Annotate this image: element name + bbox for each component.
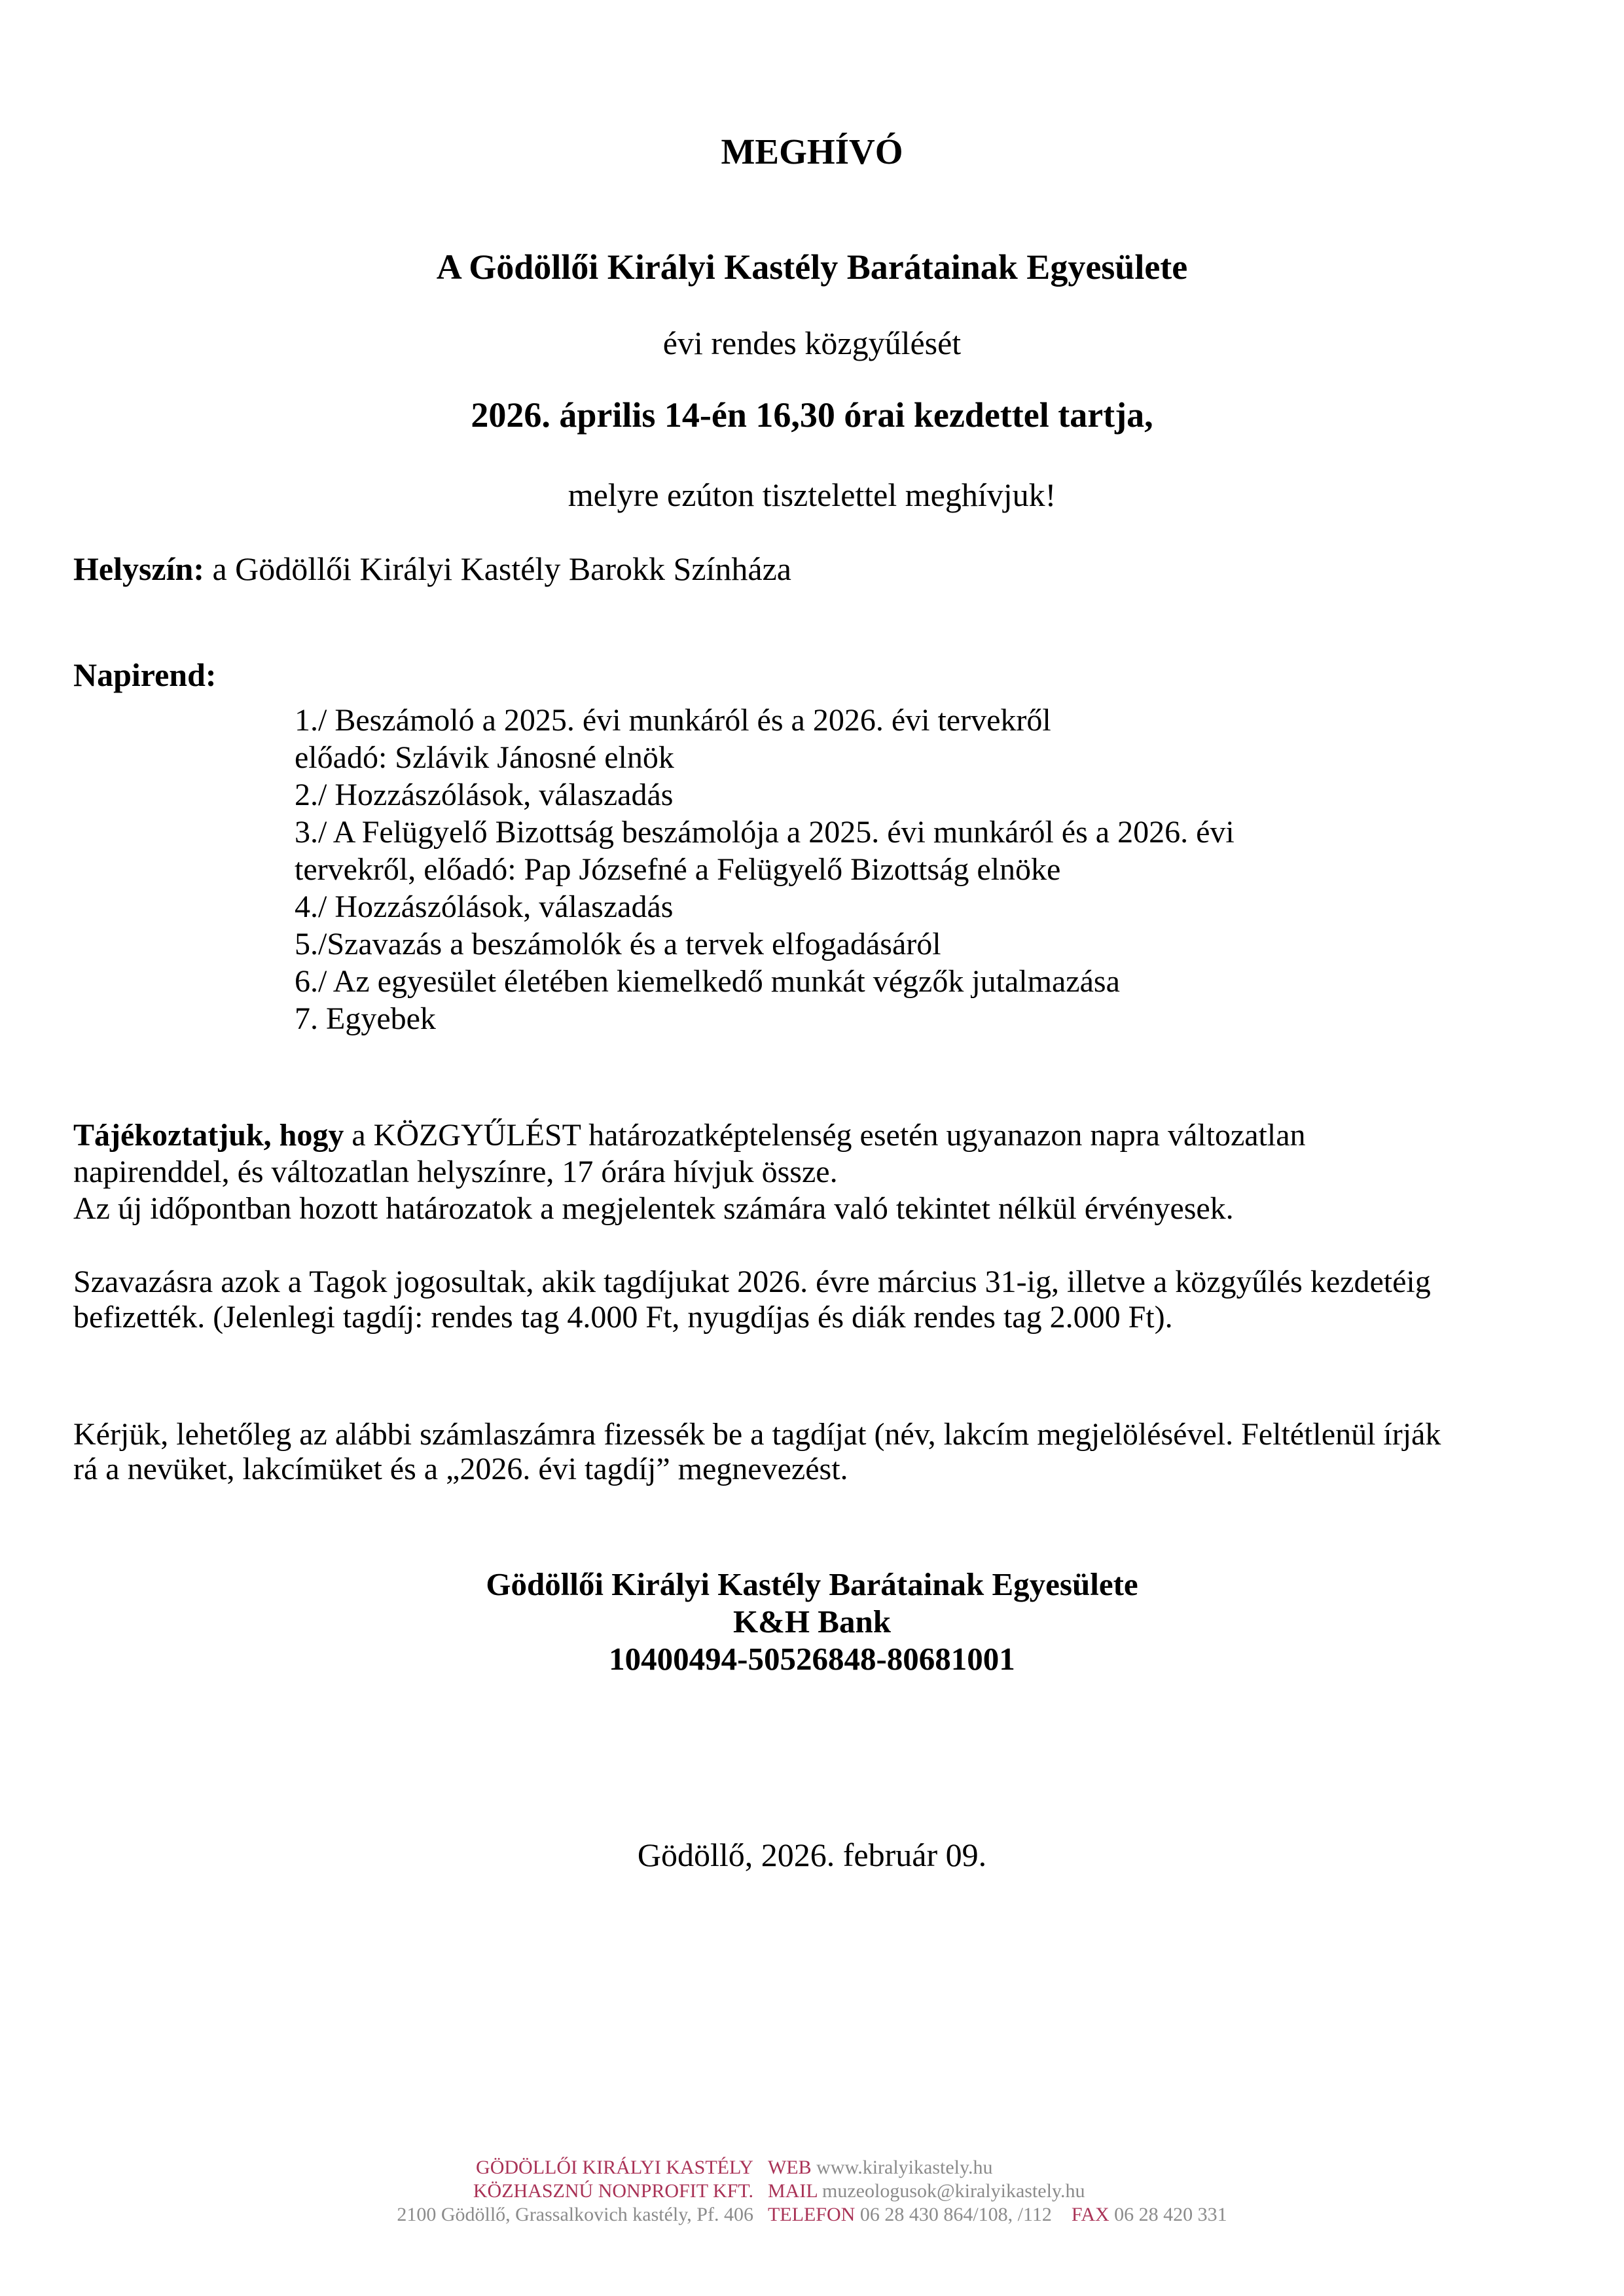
bank-account-number: 10400494-50526848-80681001 [609,1641,1015,1677]
mail-value: muzeologusok@kiralyikastely.hu [817,2180,1085,2202]
event-type-line: évi rendes közgyűlését [662,325,962,361]
info-line1-rest: a KÖZGYŰLÉST határozatképtelenség esetén ugyanazon napra változatlan [344,1118,1306,1153]
location-label: Helyszín: [73,550,204,587]
footer-left-column [397,2156,753,2227]
telefon-value: 06 28 430 864/108, /112 [855,2204,1052,2225]
footer-right-column [768,2156,1227,2227]
quorum-info-paragraph [73,1117,1545,1227]
footer-mail-line [768,2179,1227,2203]
location-value: a Gödöllői Királyi Kastély Barokk Színháza [204,550,791,587]
web-label: WEB [767,2157,812,2178]
letterhead-footer [0,2156,1624,2227]
bank-name: K&H Bank [733,1604,891,1640]
agenda-list [295,702,1235,1037]
bank-details-block [0,1566,1624,1677]
invitation-line: melyre ezúton tisztelettel meghívjuk! [568,476,1056,513]
footer-phone-line [768,2203,1227,2227]
web-value: www.kiralyikastely.hu [811,2157,993,2178]
fax-value: 06 28 420 331 [1109,2204,1227,2225]
organization-name: A Gödöllői Királyi Kastély Barátainak Egyesülete [436,247,1188,287]
mail-label: MAIL [767,2180,818,2202]
payment-request-paragraph [73,1417,1545,1486]
paragraph-line: Az új időpontban hozott határozatok a megjelentek számára való tekintet nélkül érvényesek. [73,1191,1234,1226]
event-datetime-line: 2026. április 14-én 16,30 órai kezdettel tartja, [471,395,1153,435]
agenda-item: 4./ Hozzászólások, válaszadás [295,889,674,924]
bank-org-name: Gödöllői Királyi Kastély Barátainak Egyesülete [486,1566,1138,1602]
agenda-item: 7. Egyebek [295,1001,436,1036]
footer-org-line2: KÖZHASZNÚ NONPROFIT KFT. [473,2180,753,2202]
agenda-heading: Napirend: [73,656,217,693]
telefon-label: TELEFON [767,2204,856,2225]
agenda-item: 6./ Az egyesület életében kiemelkedő munkát végzők jutalmazása [295,964,1120,999]
place-date-line: Gödöllő, 2026. február 09. [637,1837,987,1873]
document-title: MEGHÍVÓ [721,132,903,171]
paragraph-line [73,1117,1545,1154]
agenda-item: előadó: Szlávik Jánosné elnök [295,740,674,775]
paragraph-line: rá a nevüket, lakcímüket és a „2026. évi tagdíj” megnevezést. [73,1452,848,1486]
agenda-item: tervekről, előadó: Pap Józsefné a Felügyelő Bizottság elnöke [295,852,1061,887]
agenda-item: 3./ A Felügyelő Bizottság beszámolója a 2025. évi munkáról és a 2026. évi [295,815,1235,850]
footer-org-line1: GÖDÖLLŐI KIRÁLYI KASTÉLY [476,2157,753,2178]
fax-label: FAX [1071,2204,1110,2225]
footer-address: 2100 Gödöllő, Grassalkovich kastély, Pf. 406 [397,2204,753,2225]
agenda-item: 5./Szavazás a beszámolók és a tervek elfogadásáról [295,927,941,961]
agenda-item: 2./ Hozzászólások, válaszadás [295,778,674,812]
paragraph-line: Szavazásra azok a Tagok jogosultak, akik tagdíjukat 2026. évre március 31-ig, illetve a közgyűlés kezdetéig [73,1265,1431,1299]
fax-group [1072,2204,1227,2225]
paragraph-line: Kérjük, lehetőleg az alábbi számlaszámra fizessék be a tagdíjat (név, lakcím megjelölésével. Feltétlenül írják [73,1417,1441,1452]
info-lead-bold: Tájékoztatjuk, hogy [73,1118,344,1153]
agenda-item: 1./ Beszámoló a 2025. évi munkáról és a 2026. évi tervekről [295,703,1051,738]
location-line [73,549,1545,588]
paragraph-line: befizették. (Jelenlegi tagdíj: rendes tag 4.000 Ft, nyugdíjas és diák rendes tag 2.000 Ft). [73,1300,1173,1335]
footer-web-line [768,2156,1227,2179]
paragraph-line: napirenddel, és változatlan helyszínre, 17 órára hívjuk össze. [73,1155,838,1189]
voting-eligibility-paragraph [73,1265,1545,1335]
